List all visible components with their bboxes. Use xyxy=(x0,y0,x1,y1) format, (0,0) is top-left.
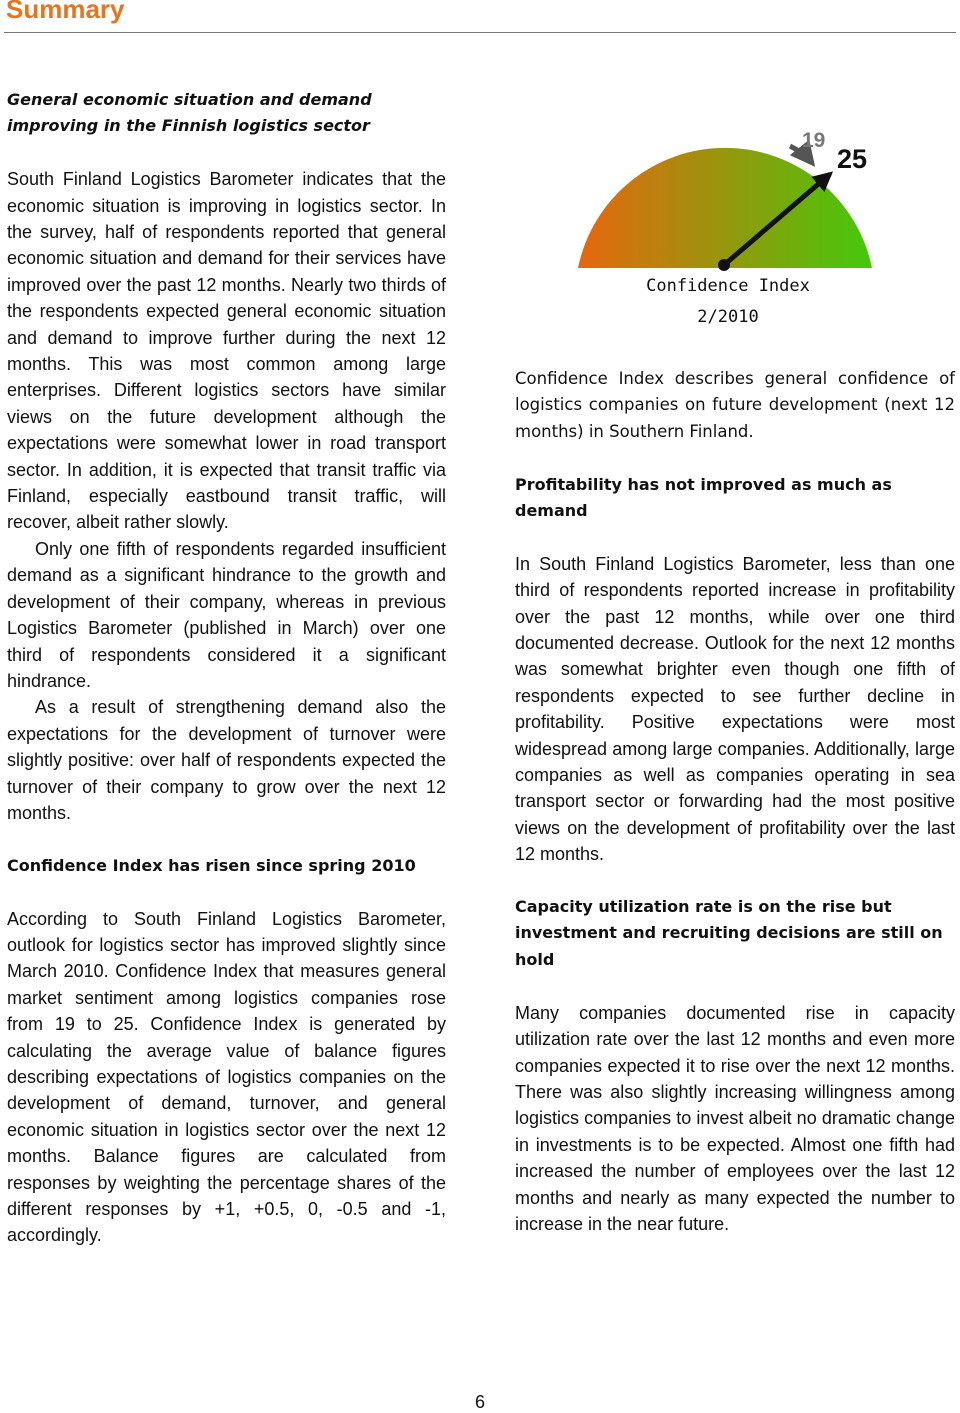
title-rule xyxy=(4,32,956,33)
paragraph-turnover: As a result of strengthening demand also the expectations for the development of turnover were slightly positive: over half of respondents expected the turnover of their company to grow over the next 12 months. xyxy=(7,697,446,823)
gauge-title: Confidence Index xyxy=(646,276,810,296)
current-value-label: 25 xyxy=(837,144,868,174)
gauge-caption: Confidence Index describes general confidence of logistics companies on future development (next 12 months) in Southern Finland. xyxy=(515,369,955,441)
left-column xyxy=(7,87,446,1249)
section-heading-economic: General economic situation and demand improving in the Finnish logistics sector xyxy=(7,90,372,136)
paragraph-profitability: In South Finland Logistics Barometer, less than one third of respondents reported increase in profitability over the past 12 months, while over one third documented decrease. Outlook for the next 12 months was somewhat brighter even though one fifth of respondents expected to see further decline in profitability. Positive expectations were most widespread among large companies. Additionally, large companies as well as companies operating in sea transport sector or forwarding had the most positive views on the development of profitability over the last 12 months. xyxy=(515,553,955,865)
paragraph-demand-hindrance: Only one fifth of respondents regarded insufficient demand as a significant hindrance to the growth and development of their company, whereas in previous Logistics Barometer (published in March) over one third of respondents considered it a significant hindrance. xyxy=(7,538,446,691)
page-title: Summary xyxy=(6,0,125,24)
gauge-sector xyxy=(578,148,872,268)
paragraph-capacity: Many companies documented rise in capacity utilization rate over the last 12 months and even more companies expected it to rise over the next 12 months. There was also slightly increasing willingness among logistics companies to invest albeit no dramatic change in investments is to be expected. Almost one fifth had increased the number of employees over the last 12 months and nearly as many expected the number to increase in the near future. xyxy=(515,1002,955,1234)
gauge-pivot xyxy=(718,259,730,271)
page-number: 6 xyxy=(474,1392,485,1412)
gauge-period: 2/2010 xyxy=(697,307,759,327)
section-heading-confidence: Confidence Index has risen since spring 2010 xyxy=(7,855,416,875)
previous-value-label: 19 xyxy=(802,129,826,152)
paragraph-confidence-index: According to South Finland Logistics Barometer, outlook for logistics sector has improved slightly since March 2010. Confidence Index that measures general market sentiment among logistics companies rose from 19 to 25. Confidence Index is generated by calculating the average value of balance figures describing expectations of logistics companies on the development of demand, turnover, and general economic situation in logistics sector over the next 12 months. Balance figures are calculated from responses by weighting the percentage shares of the different responses by +1, +0.5, 0, -0.5 and -1, accordingly. xyxy=(7,908,446,1246)
section-heading-profitability: Profitability has not improved as much as demand xyxy=(515,474,892,521)
section-heading-capacity: Capacity utilization rate is on the rise but investment and recruiting decisions are still on hold xyxy=(515,897,943,969)
paragraph-economic: South Finland Logistics Barometer indicates that the economic situation is improving in logistics sector. In the survey, half of respondents reported that general economic situation and demand for their services have improved over the past 12 months. Nearly two thirds of the respondents expected general economic situation and demand to improve further during the next 12 months. This was most common among large enterprises. Different logistics sectors have similar views on the future development although the expectations were somewhat lower in road transport sector. In addition, it is expected that transit traffic via Finland, especially eastbound transit traffic, will recover, albeit rather slowly. xyxy=(7,169,446,533)
right-column xyxy=(515,366,955,1237)
